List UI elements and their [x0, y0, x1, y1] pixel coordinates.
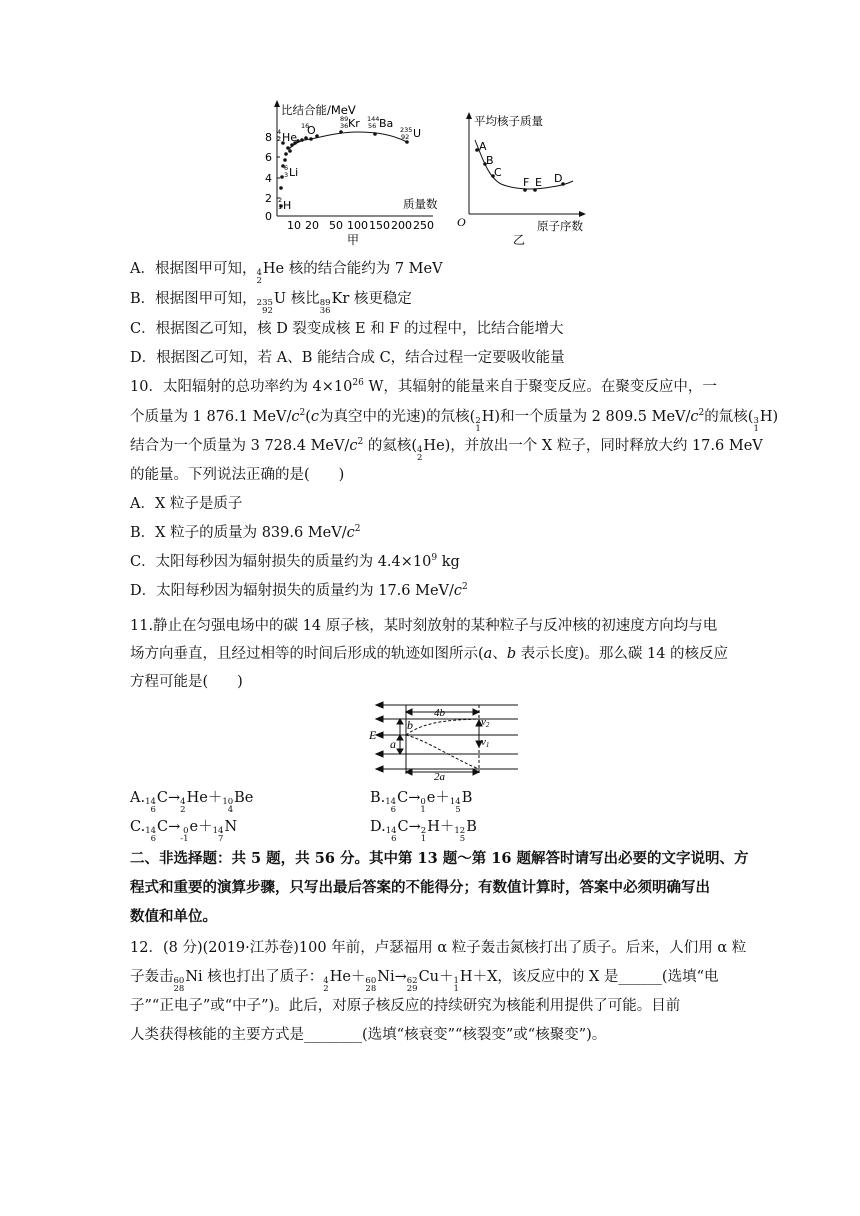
- section2-line-2: 程式和重要的演算步骤，只写出最后答案的不能得分；有数值计算时，答案中必须明确写出: [130, 879, 710, 896]
- y-tick-6: 6: [265, 151, 272, 164]
- figure-yi-average-nucleon-mass: [455, 108, 605, 248]
- point-C: C: [494, 166, 502, 179]
- label-v1: v1: [481, 736, 490, 749]
- q10-line-2: 个质量为 1 876.1 MeV/$c^2(c$为真空中的光速)的氘核( 2 1 H)和一个质量为 2 809.5 MeV/$c^2$的氚核( 3 1 H): [130, 408, 779, 434]
- section2-line-1: 二、非选择题：共 5 题，共 56 分。其中第 13 题～第 16 题解答时请写出必要的文字说明、方: [130, 850, 749, 867]
- q9-option-c: C．根据图乙可知，核 D 裂变成核 E 和 F 的过程中，比结合能增大: [130, 321, 564, 337]
- x-axis-arrow: [579, 211, 586, 217]
- figure-jia-binding-energy: [255, 96, 455, 248]
- x-tick-10: 10: [287, 219, 301, 232]
- label-4b: 4b: [434, 707, 445, 719]
- q10-line-1: 10．太阳辐射的总功率约为 $4\times 10^{26}$ W，其辐射的能量来自于聚变反应。在聚变反应中，一: [130, 378, 717, 395]
- q11-trajectory-figure: [366, 700, 526, 784]
- q12-line-1: 12．(8 分)(2019·江苏卷)100 年前，卢瑟福用 α 粒子轰击氮核打出了质子。后来，人们用 α 粒: [130, 940, 747, 956]
- q10-option-a: A．X 粒子是质子: [130, 496, 243, 512]
- x-tick-150: 150: [369, 219, 390, 232]
- point-B: B: [486, 154, 494, 167]
- q11-line-1: 11.静止在匀强电场中的碳 14 原子核，某时刻放射的某种粒子与反冲核的初速度方向均与电: [130, 618, 718, 634]
- label-Ba: 144 56 Ba: [367, 115, 394, 130]
- label-E: E: [369, 728, 377, 742]
- y-axis-label: 比结合能/MeV: [281, 103, 356, 117]
- point-E: E: [535, 176, 542, 189]
- x-tick-20: 20: [305, 219, 319, 232]
- y-tick-8: 8: [265, 131, 272, 144]
- label-He: 4 2He: [277, 128, 298, 144]
- figure-caption-jia: 甲: [347, 233, 360, 247]
- point-F: F: [523, 176, 530, 189]
- q12-line-3: 子”“正电子”或“中子”)。此后，对原子核反应的持续研究为核能利用提供了可能。目前: [130, 998, 681, 1014]
- label-a: a: [390, 737, 396, 751]
- q11-option-b: B. 14 6 C→ 0 1 e＋ 14 5 B: [370, 790, 473, 815]
- label-U: 235 92 U: [400, 126, 422, 141]
- origin-label: O: [457, 215, 466, 229]
- y-axis-label: 平均核子质量: [474, 114, 543, 128]
- section2-line-3: 数值和单位。: [130, 908, 217, 925]
- label-O: 16O: [301, 122, 316, 137]
- x-tick-250: 250: [413, 219, 434, 232]
- x-tick-50: 50: [329, 219, 343, 232]
- q11-line-2: 场方向垂直，且经过相等的时间后形成的轨迹如图所示(a、b 表示长度)。那么碳 14 的核反应: [130, 646, 729, 662]
- q9-option-d: D．根据图乙可知，若 A、B 能结合成 C，结合过程一定要吸收能量: [130, 350, 565, 366]
- q12-line-2: 子轰击 60 28 Ni 核也打出了质子： 4 2 He＋ 60 28 Ni→ 62 29 Cu＋ 1 1 H＋X，该反应中的 X 是______(选填“电: [130, 969, 719, 994]
- q9-option-a: A．根据图甲可知， 4 2 He 核的结合能约为 7 MeV: [130, 261, 443, 286]
- label-Li: 6 3Li: [284, 164, 299, 179]
- label-H: 2 1H: [278, 196, 292, 212]
- label-v2: v2: [481, 716, 490, 729]
- x-tick-200: 200: [391, 219, 412, 232]
- label-Kr: 89 36Kr: [340, 115, 360, 130]
- data-points: [279, 130, 409, 208]
- x-axis-label: 原子序数: [537, 219, 583, 233]
- q10-option-c: C．太阳每秒因为辐射损失的质量约为 $4.4\times 10^9$ kg: [130, 553, 460, 570]
- label-b: b: [407, 718, 413, 732]
- q11-option-c: C. 14 6 C→ 0 -1 e＋ 14 7 N: [130, 819, 238, 844]
- point-D: D: [554, 172, 563, 185]
- q10-option-d: D．太阳每秒因为辐射损失的质量约为 17.6 MeV/$c^2$: [130, 582, 468, 599]
- x-tick-100: 100: [347, 219, 368, 232]
- q11-line-3: 方程可能是( ): [130, 674, 243, 690]
- q11-option-a: A. 14 6 C→ 4 2 He＋ 10 4 Be: [130, 790, 254, 815]
- y-tick-0: 0: [265, 210, 272, 223]
- q11-option-d: D. 14 6 C→ 2 1 H＋ 12 5 B: [370, 819, 477, 844]
- x-axis-label: 质量数: [403, 197, 438, 211]
- q9-option-b: B．根据图甲可知， 235 92 U 核比 89 36 Kr 核更稳定: [130, 291, 412, 316]
- figure-caption-yi: 乙: [513, 233, 526, 247]
- q10-line-4: 的能量。下列说法正确的是( ): [130, 467, 345, 483]
- label-2a: 2a: [434, 771, 445, 783]
- y-axis-arrow: [466, 112, 472, 119]
- y-tick-2: 2: [265, 192, 272, 205]
- q10-option-b: B．X 粒子的质量为 839.6 MeV/$c^2$: [130, 524, 361, 541]
- q12-line-4: 人类获得核能的主要方式是________(选填“核衰变”“核裂变”或“核聚变”)。: [130, 1027, 607, 1043]
- y-axis-arrow: [274, 100, 280, 107]
- y-tick-4: 4: [265, 172, 272, 185]
- q10-line-3: 结合为一个质量为 3 728.4 MeV/$c^2$ 的氦核( 4 2 He)，并放出一个 X 粒子，同时释放大约 17.6 MeV: [130, 437, 763, 463]
- point-A: A: [479, 140, 487, 153]
